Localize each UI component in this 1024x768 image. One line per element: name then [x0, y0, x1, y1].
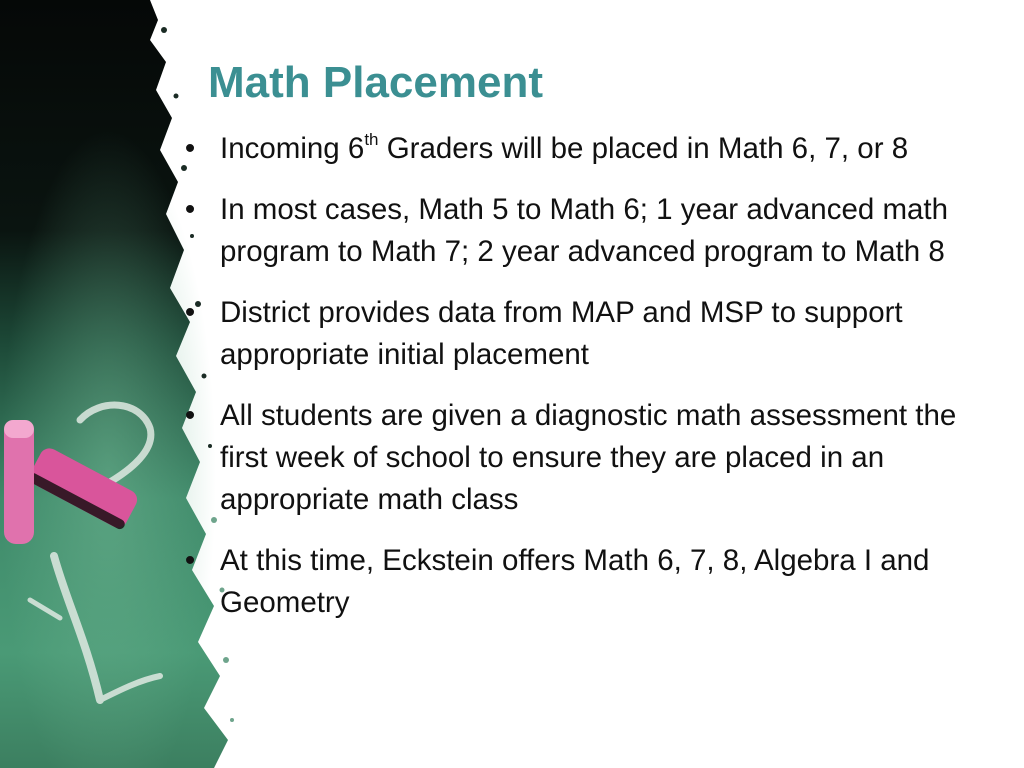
bullet-item [180, 540, 960, 624]
bullet-icon: • [184, 544, 196, 577]
bullet-item [180, 189, 960, 273]
slide-title: Math Placement [208, 58, 543, 107]
bullet-text [220, 132, 908, 165]
bullet-item [180, 128, 960, 170]
bullet-text-start: Incoming 6 [220, 132, 365, 165]
bullet-item [180, 395, 960, 521]
bullet-item [180, 292, 960, 376]
ordinal-superscript: th [364, 130, 379, 149]
bullet-list [180, 128, 960, 643]
bullet-text-end: Graders will be placed in Math 6, 7, or 8 [378, 132, 909, 165]
bullet-text: All students are given a diagnostic math assessment the first week of school to ensure they are placed in an appropriate math class [220, 399, 957, 516]
bullet-text: District provides data from MAP and MSP to support appropriate initial placement [220, 296, 903, 371]
bullet-icon: • [184, 399, 196, 432]
bullet-text: In most cases, Math 5 to Math 6; 1 year advanced math program to Math 7; 2 year advanced program to Math 8 [220, 193, 949, 268]
bullet-icon: • [184, 296, 196, 329]
bullet-icon: • [184, 193, 196, 226]
bullet-icon: • [184, 132, 196, 165]
bullet-text: At this time, Eckstein offers Math 6, 7, 8, Algebra I and Geometry [220, 544, 930, 619]
